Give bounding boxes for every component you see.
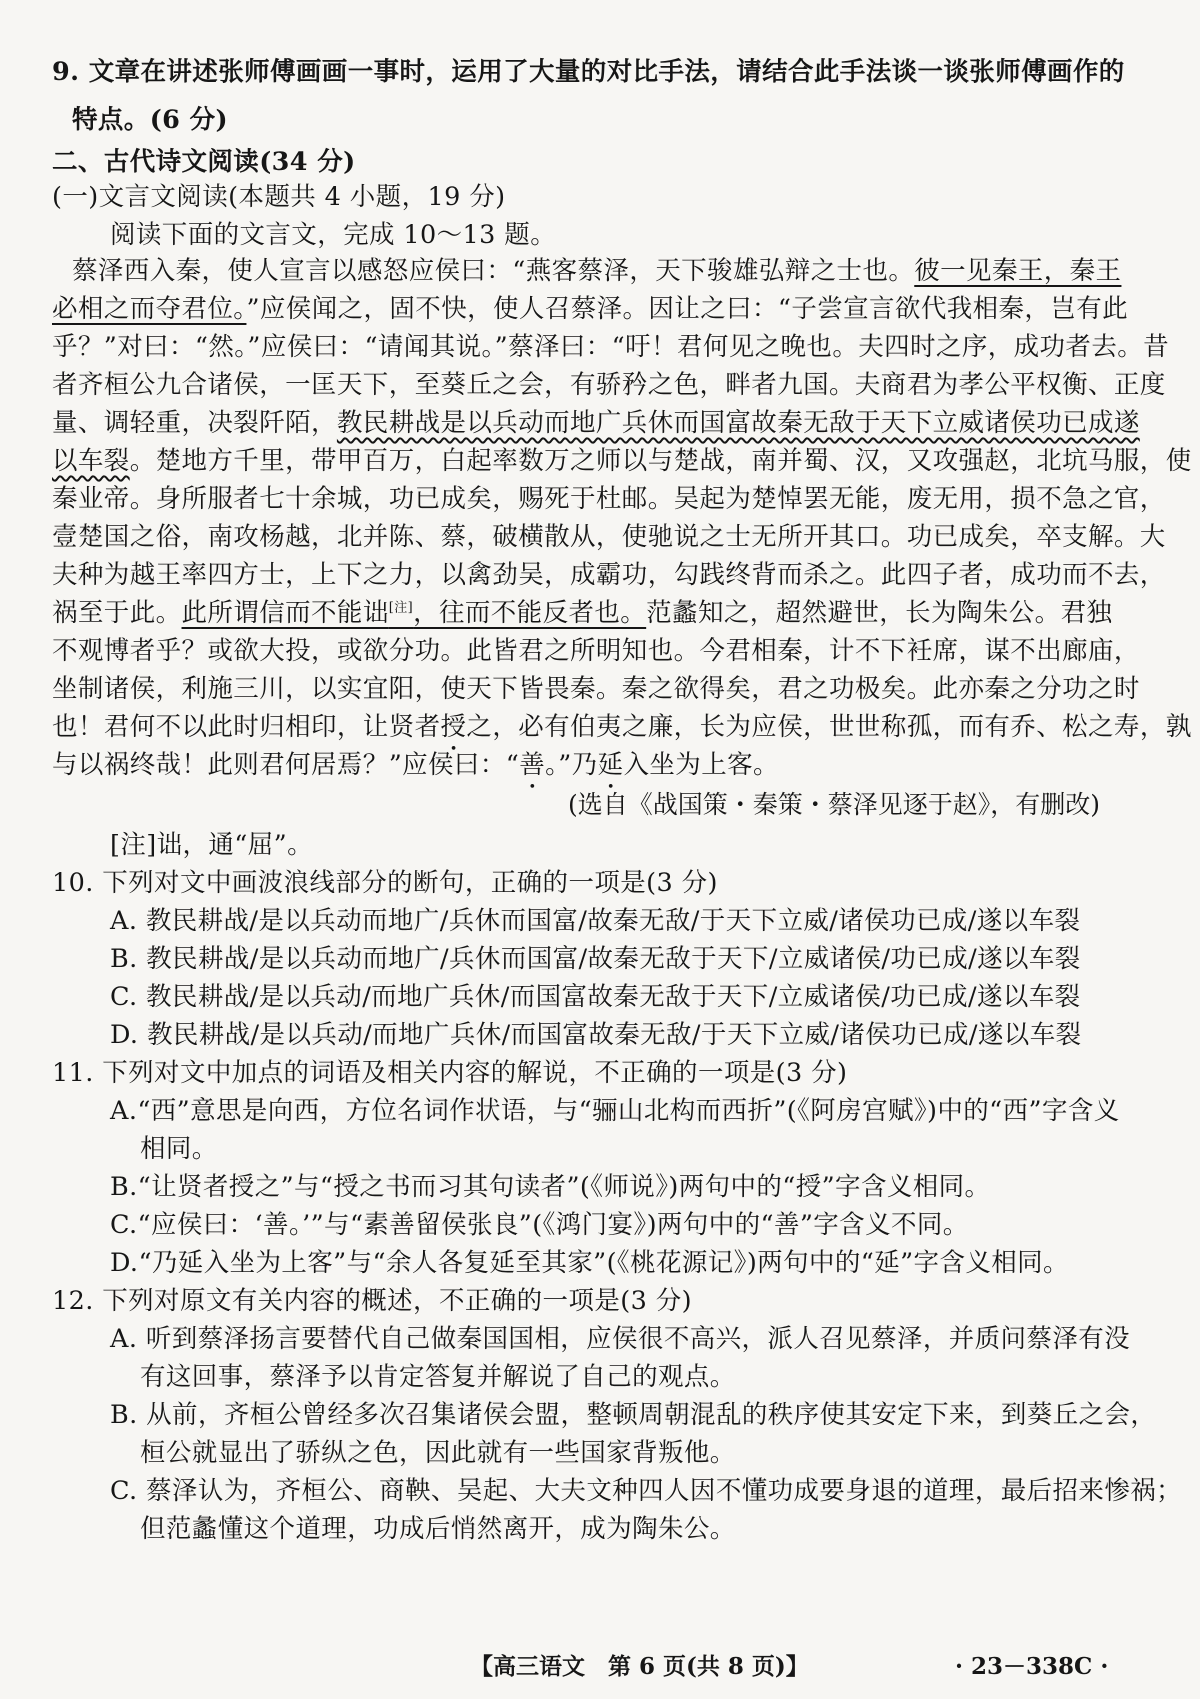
passage-line-12: 坐制诸侯，利施三川，以实宜阳，使天下皆畏秦。秦之欲得矣，君之功极矣。此亦秦之分功之时 xyxy=(52,674,1140,704)
dotted-word-yan: 延 xyxy=(597,750,624,780)
question-10-option-c: C. 教民耕战/是以兵动/而地广兵休/而国富故秦无敌于天下/立威诸侯/功已成/遂以车裂 xyxy=(110,982,1081,1012)
passage-line-13: 也！君何不以此时归相印，让贤者授之，必有伯夷之廉，长为应侯，世世称孤，而有乔、松之寿，孰 xyxy=(52,712,1192,742)
footnote: [注]诎，通“屈”。 xyxy=(110,830,313,860)
passage-line-8: 壹楚国之俗，南攻杨越，北并陈、蔡，破横散从，使驰说之士无所开其口。功已成矣，卒支解。大 xyxy=(52,522,1166,552)
passage-line-4: 者齐桓公九合诸侯，一匡天下，至葵丘之会，有骄矜之色，畔者九国。夫商君为孝公平权衡、正度 xyxy=(52,370,1166,400)
footnote-marker: [注] xyxy=(388,600,414,616)
subsection-title: (一)文言文阅读(本题共 4 小题，19 分) xyxy=(52,182,506,212)
passage-line-11: 不观博者乎？或欲大投，或欲分功。此皆君之所明知也。今君相秦，计不下衽席，谋不出廊庙， xyxy=(52,636,1140,666)
question-10-stem: 10. 下列对文中画波浪线部分的断句，正确的一项是(3 分) xyxy=(52,868,718,898)
section-2-title: 二、古代诗文阅读(34 分) xyxy=(52,147,356,177)
passage-line-2: 必相之而夺君位。”应侯闻之，固不快，使人召蔡泽。因让之曰：“子尝宣言欲代我相秦，岂有此 xyxy=(52,294,1129,324)
passage-line-7: 秦业帝。身所服者七十余城，功已成矣，赐死于杜邮。吴起为楚悼罢无能，废无用，损不急之官， xyxy=(52,484,1166,514)
instruction: 阅读下面的文言文，完成 10～13 题。 xyxy=(110,220,557,250)
passage-line-5: 量、调轻重，决裂阡陌，教民耕战是以兵动而地广兵休而国富故秦无敌于天下立威诸侯功已成遂 xyxy=(52,408,1140,438)
question-12-option-c-line-1: C. 蔡泽认为，齐桓公、商鞅、吴起、大夫文种四人因不懂功成要身退的道理，最后招来惨祸； xyxy=(110,1476,1183,1506)
page-footer: 【高三语文 第 6 页(共 8 页)】 xyxy=(470,1653,809,1680)
question-11-stem: 11. 下列对文中加点的词语及相关内容的解说，不正确的一项是(3 分) xyxy=(52,1058,848,1088)
passage-line-14: 与以祸终哉！此则君何居焉？”应侯曰：“善。”乃延入坐为上客。 xyxy=(52,750,779,780)
passage-line-6: 以车裂。楚地方千里，带甲百万，白起率数万之师以与楚战，南并蜀、汉，又攻强赵，北坑马服，使 xyxy=(52,446,1192,476)
question-12-option-a-line-2: 有这回事，蔡泽予以肯定答复并解说了自己的观点。 xyxy=(140,1362,736,1392)
question-10-option-b: B. 教民耕战/是以兵动而地广/兵休而国富/故秦无敌于天下/立威诸侯/功已成/遂以车裂 xyxy=(110,944,1081,974)
question-11-option-a-line-1: A.“西”意思是向西，方位名词作状语，与“骊山北构而西折”(《阿房宫赋》)中的“西”字含义 xyxy=(110,1096,1120,1126)
question-11-option-d: D.“乃延入坐为上客”与“余人各复延至其家”(《桃花源记》)两句中的“延”字含义相同。 xyxy=(110,1248,1069,1278)
underlined-sentence-2: 此所谓信而不能诎[注]，往而不能反者也。 xyxy=(181,598,647,628)
underlined-sentence-1-end: 必相之而夺君位。 xyxy=(52,294,247,324)
question-12-option-a-line-1: A. 听到蔡泽扬言要替代自己做秦国国相，应侯很不高兴，派人召见蔡泽，并质问蔡泽有没 xyxy=(110,1324,1131,1354)
question-12-stem: 12. 下列对原文有关内容的概述，不正确的一项是(3 分) xyxy=(52,1286,692,1316)
question-9-line-2: 特点。(6 分) xyxy=(72,105,228,135)
dotted-word-shou: 授 xyxy=(440,712,467,742)
question-12-option-b-line-2: 桓公就显出了骄纵之色，因此就有一些国家背叛他。 xyxy=(140,1438,736,1468)
passage-line-3: 乎？”对曰：“然。”应侯曰：“请闻其说。”蔡泽曰：“吁！君何见之晚也。夫四时之序，成功者去。昔 xyxy=(52,332,1170,362)
question-11-option-c: C.“应侯曰：‘善。’”与“素善留侯张良”(《鸿门宴》)两句中的“善”字含义不同。 xyxy=(110,1210,969,1240)
question-11-option-b: B.“让贤者授之”与“授之书而习其句读者”(《师说》)两句中的“授”字含义相同。 xyxy=(110,1172,991,1202)
question-9-line-1: 9. 文章在讲述张师傅画画一事时，运用了大量的对比手法，请结合此手法谈一谈张师傅画作的 xyxy=(52,57,1125,87)
question-10-option-d: D. 教民耕战/是以兵动/而地广兵休/而国富故秦无敌/于天下立威/诸侯功已成/遂以车裂 xyxy=(110,1020,1082,1050)
question-10-option-a: A. 教民耕战/是以兵动而地广/兵休而国富/故秦无敌/于天下立威/诸侯功已成/遂以车裂 xyxy=(110,906,1081,936)
wavy-underlined-passage-end: 以车裂 xyxy=(52,446,130,476)
passage-source: (选自《战国策・秦策・蔡泽见逐于赵》，有删改) xyxy=(567,790,1100,819)
question-12-option-c-line-2: 但范蠡懂这个道理，功成后悄然离开，成为陶朱公。 xyxy=(140,1514,736,1544)
passage-line-9: 夫种为越王率四方士，上下之力，以禽劲吴，成霸功，勾践终背而杀之。此四子者，成功而不去， xyxy=(52,560,1166,590)
dotted-word-shan: 善 xyxy=(519,750,546,780)
underlined-sentence-1: 彼一见秦王，秦王 xyxy=(914,256,1122,286)
passage-line-1: 蔡泽西入秦，使人宣言以感怒应侯曰：“燕客蔡泽，天下骏雄弘辩之士也。彼一见秦王，秦王 xyxy=(72,256,1122,286)
exam-code: · 23－338C · xyxy=(955,1653,1109,1680)
question-12-option-b-line-1: B. 从前，齐桓公曾经多次召集诸侯会盟，整顿周朝混乱的秩序使其安定下来，到葵丘之会， xyxy=(110,1400,1157,1430)
passage-line-10: 祸至于此。此所谓信而不能诎[注]，往而不能反者也。范蠡知之，超然避世，长为陶朱公。君独 xyxy=(52,598,1113,628)
question-11-option-a-line-2: 相同。 xyxy=(140,1134,218,1164)
wavy-underlined-passage: 教民耕战是以兵动而地广兵休而国富故秦无敌于天下立威诸侯功已成遂 xyxy=(336,408,1140,438)
